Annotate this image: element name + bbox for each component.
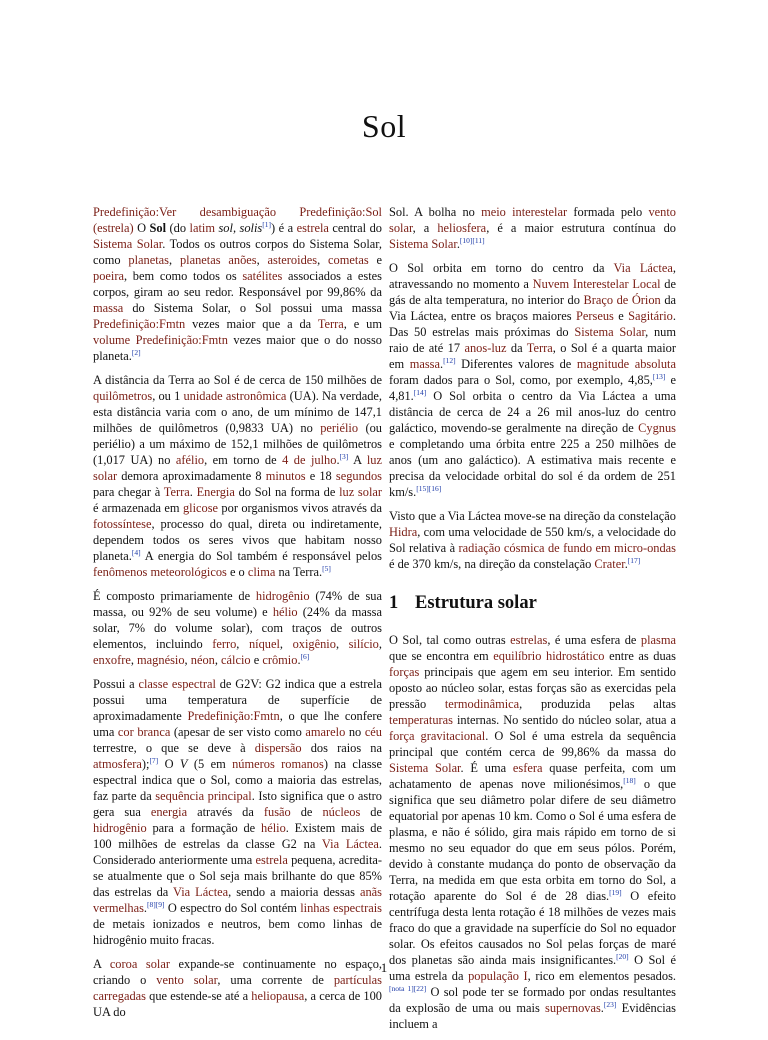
citation-link[interactable]: [1] <box>262 219 271 229</box>
article-link[interactable]: classe espectral <box>138 677 216 691</box>
article-link[interactable]: planetas <box>128 253 169 267</box>
citation <box>414 388 427 397</box>
text-run: , <box>279 637 293 651</box>
italic-term: sol, solis <box>218 221 263 235</box>
article-link[interactable]: afélio <box>175 453 205 467</box>
text-run: O efeito centrífuga desta lenta rotação é 18 milhões de vezes mais fraco do que a gravidade na superfície do Sol no equador solar. Os efeitos causados no Sol pelas forças de maré dos planetas são ainda mais insignificantes. <box>389 889 676 967</box>
text-run: no <box>345 725 365 739</box>
text-run: . <box>143 901 148 915</box>
article-link[interactable]: termodinâmica <box>444 697 520 711</box>
text-run: A distância da Terra ao Sol é de cerca de 150 milhões de <box>93 373 382 387</box>
article-link[interactable]: partículas carregadas <box>93 973 383 1003</box>
citation-link[interactable]: [18] <box>623 775 636 785</box>
text-run: O <box>133 221 150 235</box>
article-link[interactable]: asteroides <box>267 253 318 267</box>
text-run: . Todos os outros corpos do Sistema Solar, como <box>93 237 383 267</box>
article-link[interactable]: ferro <box>212 637 237 651</box>
article-link[interactable]: Energia <box>196 485 235 499</box>
text-run: através da <box>187 805 264 819</box>
text-run: que estende-se até a <box>145 989 252 1003</box>
citation <box>322 564 331 573</box>
article-link[interactable]: coroa solar <box>109 957 170 971</box>
text-run: associados a estes corpos, giram ao seu redor. Responsável por 99,86% da <box>93 269 382 299</box>
text-run: , <box>378 637 382 651</box>
text-run: o que significa que seu diâmetro polar difere de seu diâmetro equatorial por apenas 10 km. Como o Sol é uma esfera de plasma, e não é sólido, gira mais rápido em torno de si mesmo no seu equador do que em seus pólos. Porém, devido à constante mudança do ponto de observação da Terra, na medida em que esta orbita em torno do Sol, a rotação aparente do Sol é de 28 dias. <box>389 777 676 903</box>
citation-link[interactable]: [nota 1] <box>389 983 414 993</box>
article-link[interactable]: enxofre <box>93 653 131 667</box>
article-link[interactable]: heliosfera <box>437 221 487 235</box>
article-link[interactable]: massa <box>409 357 440 371</box>
citation <box>132 548 141 557</box>
text-run: O Sol é uma estrela da <box>389 953 676 983</box>
paragraph-orbit <box>389 260 676 500</box>
section-title: Estrutura solar <box>415 593 537 613</box>
text-run: (apesar de ser visto como <box>170 725 306 739</box>
text-run: por organismos vivos através da <box>218 501 382 515</box>
article-link[interactable]: Perseus <box>575 309 614 323</box>
text-run: , é uma esfera de <box>547 633 641 647</box>
article-link[interactable]: periélio <box>320 421 359 435</box>
article-link[interactable]: volume <box>93 333 131 347</box>
article-link[interactable]: Predefinição:Fmtn <box>93 317 186 331</box>
text-run: ) na classe espectral indica que o Sol, como a maioria das estrelas, faz parte da <box>93 757 382 803</box>
citation <box>609 888 622 897</box>
article-link[interactable]: céu <box>364 725 383 739</box>
article-link[interactable]: anos-luz <box>464 341 507 355</box>
citation-link[interactable]: [8] <box>147 899 156 909</box>
text-run: , produzida pelas altas <box>519 697 676 711</box>
text-run: . <box>600 1001 604 1015</box>
text-run: da <box>506 341 527 355</box>
article-link[interactable]: supernovas <box>545 1001 601 1015</box>
citation-link[interactable]: [17] <box>627 555 641 565</box>
article-link[interactable]: anãs vermelhas <box>93 885 382 915</box>
article-link[interactable]: Braço de Órion <box>583 293 661 307</box>
article-link[interactable]: cor branca <box>117 725 171 739</box>
citation-link[interactable]: [15] <box>416 483 429 493</box>
article-link[interactable]: crômio <box>262 653 298 667</box>
article-link[interactable]: Terra <box>526 341 553 355</box>
article-link[interactable]: força gravitacional <box>389 729 486 743</box>
text-run: A <box>348 453 367 467</box>
citation-link[interactable]: [20] <box>616 951 629 961</box>
text-run: . <box>439 357 444 371</box>
citation <box>472 236 484 245</box>
article-link[interactable]: minutos <box>265 469 306 483</box>
article-link[interactable]: temperaturas <box>389 713 453 727</box>
text-run: É composto primariamente de <box>93 589 256 603</box>
article-link[interactable]: Hidra <box>389 525 418 539</box>
citation-link[interactable]: [9] <box>155 899 165 909</box>
text-run: de <box>360 805 382 819</box>
text-run: . Considerado anteriormente uma <box>93 837 382 867</box>
text-run: , <box>214 653 222 667</box>
article-link[interactable]: radiação cósmica de fundo em micro-ondas <box>458 541 676 555</box>
text-run: O <box>158 757 180 771</box>
text-run: , rico em elementos pesados. <box>527 969 676 983</box>
text-run: , em torno de <box>204 453 283 467</box>
text-run: A energia do Sol também é responsável pelos <box>140 549 382 563</box>
article-link[interactable]: forças <box>389 665 420 679</box>
text-run: e o <box>226 565 248 579</box>
article-link[interactable]: sequência principal <box>155 789 252 803</box>
article-link[interactable]: silício <box>348 637 379 651</box>
text-run: . Existem mais de 100 milhões de estrelas da classe G2 na <box>93 821 382 851</box>
article-link[interactable]: heliopausa <box>251 989 305 1003</box>
article-link[interactable]: 4 de julho <box>282 453 337 467</box>
citation <box>301 652 310 661</box>
article-link[interactable]: massa <box>93 301 124 315</box>
article-link[interactable]: vento solar <box>156 973 218 987</box>
citation-link[interactable]: [3] <box>339 451 349 461</box>
text-run: é armazenada em <box>93 501 183 515</box>
text-run: , <box>335 637 349 651</box>
text-run: vezes maior que a da <box>185 317 318 331</box>
text-run: da Via Láctea, entre os braços maiores <box>389 293 677 323</box>
text-run: quase perfeita, com um achatamento de apenas nove milionésimos, <box>389 761 677 791</box>
article-link[interactable]: satélites <box>242 269 283 283</box>
citation-link[interactable]: [16] <box>428 483 442 493</box>
article-link[interactable]: Predefinição:Fmtn <box>135 333 228 347</box>
text-run: , <box>184 653 191 667</box>
article-link[interactable]: hidrogênio <box>255 589 310 603</box>
article-link[interactable]: estrela <box>296 221 329 235</box>
text-run: O Sol orbita em torno do centro da <box>389 261 614 275</box>
citation <box>389 984 414 993</box>
text-run: foram dados para o Sol, como, por exemplo, 4,85, <box>389 373 653 387</box>
text-run: do Sol na forma de <box>234 485 340 499</box>
citation <box>653 372 666 381</box>
article-link[interactable]: luz solar <box>339 485 383 499</box>
article-link[interactable]: Predefinição:Sol (estrela) <box>93 205 382 235</box>
citation-link[interactable]: [22] <box>413 983 427 993</box>
article-link[interactable]: dispersão <box>254 741 302 755</box>
text-run: , o Sol é a quarta maior em <box>389 341 676 371</box>
article-link[interactable]: níquel <box>248 637 280 651</box>
article-link[interactable]: hidrogênio <box>93 821 147 835</box>
text-run <box>276 205 299 219</box>
text-run: Evidências incluem a <box>389 1001 676 1031</box>
text-run: . <box>336 453 340 467</box>
article-link[interactable]: Sistema Solar <box>93 237 163 251</box>
citation <box>604 1000 617 1009</box>
article-link[interactable]: magnésio <box>137 653 185 667</box>
text-run: (do <box>166 221 190 235</box>
text-run: de G2V: G2 indica que a estrela possui uma temperatura de superfície de aproximadamente <box>93 677 382 723</box>
article-link[interactable]: atmosfera <box>93 757 142 771</box>
section-heading <box>389 592 676 614</box>
text-run: (74% de sua massa, ou 92% de seu volume) e <box>93 589 382 619</box>
article-link[interactable]: Terra <box>317 317 344 331</box>
citation <box>443 356 456 365</box>
text-run: entre as duas <box>604 649 676 663</box>
text-run: para chegar à <box>93 485 164 499</box>
paragraph-heliosphere <box>389 204 676 252</box>
text-run: (24% da massa solar, 7% do volume solar), com traços de outros elementos, incluindo <box>93 605 382 651</box>
text-run: terrestre, o que se deve à <box>93 741 255 755</box>
text-run: . <box>456 237 460 251</box>
article-link[interactable]: amarelo <box>305 725 346 739</box>
text-run: . É uma <box>460 761 513 775</box>
article-link[interactable]: Sagitário <box>628 309 673 323</box>
text-run: dos raios na <box>301 741 382 755</box>
italic-term: V <box>179 757 188 771</box>
article-link[interactable]: números romanos <box>232 757 324 771</box>
article-link[interactable]: fusão <box>263 805 291 819</box>
text-run: , <box>130 653 138 667</box>
text-run: do Sistema Solar, o Sol possui uma massa <box>123 301 382 315</box>
text-run: O Sol orbita o centro da Via Láctea a uma distância de cerca de 24 a 26 mil anos-luz do centro galáctico, movendo-se geralmente na direção de <box>389 389 676 435</box>
text-run: , <box>236 637 249 651</box>
text-run: e completando uma órbita entre 225 a 250 milhões de anos (um ano galáctico). A estimativa mais recente e precisa da velocidade orbital do sol é da ordem de 251 km/s. <box>389 437 676 499</box>
text-run: na Terra. <box>275 565 323 579</box>
text-run: formada pelo <box>567 205 649 219</box>
citation-link[interactable]: [12] <box>443 355 456 365</box>
text-run: Diferentes valores de <box>455 357 577 371</box>
text-run: e <box>613 309 629 323</box>
text-run: . Das 50 estrelas mais próximas do <box>389 309 676 339</box>
text-run: O sol pode ter se formado por ondas resultantes da explosão de uma ou mais <box>389 985 676 1015</box>
text-run: , num raio de até 17 <box>389 325 676 355</box>
text-run: O Sol, tal como outras <box>389 633 511 647</box>
text-run: demora aproximadamente 8 <box>117 469 266 483</box>
article-link[interactable]: esfera <box>512 761 543 775</box>
article-link[interactable]: fenômenos meteorológicos <box>93 565 227 579</box>
text-run: expande-se continuamente no espaço, criando o <box>93 957 382 987</box>
article-link[interactable]: latim <box>189 221 215 235</box>
text-run: , com uma velocidade de 550 km/s, a velocidade do Sol relativa à <box>389 525 676 555</box>
citation <box>132 348 141 357</box>
citation <box>156 900 165 909</box>
page-number: 1 <box>380 960 388 975</box>
article-link[interactable]: clima <box>247 565 276 579</box>
article-link[interactable]: equilíbrio hidrostático <box>493 649 605 663</box>
text-run: . <box>624 557 628 571</box>
article-link[interactable]: Via Láctea <box>321 837 379 851</box>
text-run: , bem como todos os <box>123 269 243 283</box>
text-run: ); <box>141 757 150 771</box>
text-run: central do <box>328 221 382 235</box>
page-title: Sol <box>361 108 407 144</box>
article-link[interactable]: magnitude absoluta <box>576 357 676 371</box>
text-run: Visto que a Via Láctea move-se na direção da constelação <box>389 509 676 523</box>
article-link[interactable]: Predefinição:Ver desambiguação <box>93 205 277 219</box>
citation <box>147 900 156 909</box>
article-link[interactable]: cometas <box>328 253 369 267</box>
article-link[interactable]: quilômetros <box>93 389 153 403</box>
citation-link[interactable]: [6] <box>300 651 310 661</box>
citation <box>340 452 349 461</box>
paragraph-intro <box>93 204 382 364</box>
paragraph-composition <box>93 588 382 668</box>
text-run: de gás de alta temperatura, no interior do <box>389 277 677 307</box>
citation <box>262 220 271 229</box>
text-run: e 4,81. <box>389 373 676 403</box>
text-run: (5 em <box>187 757 233 771</box>
text-run: para a formação de <box>146 821 261 835</box>
paragraph-distance <box>93 372 382 580</box>
text-run: (UA). Na verdade, esta distância varia com o ano, de um mínimo de 147,1 milhões de quilômetros (0,9833 UA) no <box>93 389 382 435</box>
text-run: , <box>168 253 180 267</box>
text-run: , atravessando no momento a <box>389 261 676 291</box>
text-run: (ou periélio) a um máximo de 152,1 milhões de quilômetros (1,017 UA) no <box>93 421 382 467</box>
text-run: A <box>93 957 110 971</box>
citation-link[interactable]: [10] <box>459 235 473 245</box>
text-run: pequena, acredita-se atualmente que o Sol seja mais brilhante do que 85% das estrelas da <box>93 853 383 899</box>
citation-link[interactable]: [23] <box>603 999 617 1009</box>
article-link[interactable]: luz solar <box>93 453 382 483</box>
text-run: , é a maior estrutura contínua do <box>486 221 676 235</box>
article-link[interactable]: população I <box>468 969 528 983</box>
text-run: e 18 <box>305 469 336 483</box>
citation-link[interactable]: [13] <box>652 371 666 381</box>
article-link[interactable]: planetas anões <box>179 253 257 267</box>
left-column <box>93 204 382 1028</box>
text-run: , processo do qual, direta ou indiretamente, dependem todos os seres vivos que habitam nosso planeta. <box>93 517 382 563</box>
text-run: O espectro do Sol contém <box>164 901 301 915</box>
article-link[interactable]: Terra <box>163 485 190 499</box>
citation <box>429 484 442 493</box>
article-link[interactable]: Nuvem Interestelar Local <box>532 277 661 291</box>
bold-term: Sol <box>149 221 167 235</box>
article-link[interactable]: vento solar <box>389 205 676 235</box>
article-link[interactable]: cálcio <box>221 653 251 667</box>
article-link[interactable]: estrelas <box>510 633 548 647</box>
article-link[interactable]: linhas espectrais <box>300 901 382 915</box>
article-link[interactable]: energia <box>150 805 188 819</box>
text-run: . Isto significa que o astro gera sua <box>93 789 382 819</box>
text-run: , sendo a maioria dessas <box>228 885 360 899</box>
text-run: internas. No sentido do núcleo solar, atua a <box>453 713 676 727</box>
article-link[interactable]: Via Láctea <box>173 885 229 899</box>
text-run: , e um <box>343 317 382 331</box>
citation <box>149 756 158 765</box>
paragraph-spectral-class <box>93 676 382 948</box>
right-column <box>389 204 676 1040</box>
article-link[interactable]: hélio <box>272 605 298 619</box>
article-link[interactable]: Sistema Solar <box>574 325 646 339</box>
section-number: 1 <box>389 593 399 613</box>
article-link[interactable]: oxigênio <box>292 637 336 651</box>
text-run: Possui a <box>93 677 139 691</box>
article-link[interactable]: estrela <box>255 853 288 867</box>
text-run: , <box>256 253 268 267</box>
citation <box>416 484 429 493</box>
text-run: e <box>250 653 263 667</box>
article-link[interactable]: hélio <box>261 821 286 835</box>
text-run: . O Sol é uma estrela da sequência principal que contém cerca de 99,86% da massa do <box>389 729 676 759</box>
article-link[interactable]: néon <box>190 653 215 667</box>
article-link[interactable]: segundos <box>335 469 382 483</box>
paragraph-velocity <box>389 508 676 572</box>
text-run: vezes maior que o do nosso planeta. <box>93 333 382 363</box>
text-run: principais que agem em seu interior. Em sentido oposto ao núcleo solar, estas forças são as exercidas pela pressão <box>389 665 676 711</box>
citation-link[interactable]: [5] <box>322 563 331 573</box>
text-run: , a cerca de 100 UA do <box>93 989 382 1019</box>
article-link[interactable]: plasma <box>640 633 676 647</box>
citation <box>623 776 636 785</box>
text-run: , ou 1 <box>152 389 184 403</box>
text-run: ) é a <box>271 221 297 235</box>
article-link[interactable]: núcleos <box>322 805 361 819</box>
article-link[interactable]: Sistema Solar <box>389 237 457 251</box>
text-run: , <box>317 253 329 267</box>
citation-link[interactable]: [4] <box>131 547 141 557</box>
citation-link[interactable]: [2] <box>131 347 141 357</box>
text-run: de metais ionizados e neutros, bem como linhas de hidrogênio muito fracas. <box>93 917 382 947</box>
text-run: , uma corrente de <box>217 973 334 987</box>
text-run: é de 370 km/s, na direção da constelação <box>389 557 595 571</box>
text-run: de <box>290 805 323 819</box>
text-run: que se encontra em <box>389 649 494 663</box>
article-link[interactable]: unidade astronômica <box>183 389 287 403</box>
citation <box>414 984 427 993</box>
citation-link[interactable]: [11] <box>472 235 485 245</box>
citation <box>460 236 473 245</box>
citation <box>628 556 641 565</box>
article-link[interactable]: Predefinição:Fmtn <box>187 709 280 723</box>
citation-link[interactable]: [14] <box>413 387 427 397</box>
article-link[interactable]: meio interestelar <box>481 205 568 219</box>
text-run: , a <box>412 221 438 235</box>
article-link[interactable]: glicose <box>182 501 219 515</box>
text-run: . <box>189 485 197 499</box>
article-link[interactable]: poeira <box>93 269 124 283</box>
text-run: e <box>368 253 382 267</box>
text-run: Sol. A bolha no <box>389 205 482 219</box>
citation-link[interactable]: [19] <box>609 887 622 897</box>
article-link[interactable]: Crater <box>594 557 625 571</box>
citation-link[interactable]: [7] <box>149 755 159 765</box>
text-run: . <box>297 653 301 667</box>
article-link[interactable]: fotossíntese <box>93 517 152 531</box>
article-link[interactable]: Via Láctea <box>613 261 673 275</box>
text-run: , o que lhe confere uma <box>93 709 382 739</box>
article-link[interactable]: Cygnus <box>638 421 676 435</box>
article-link[interactable]: Sistema Solar <box>389 761 461 775</box>
